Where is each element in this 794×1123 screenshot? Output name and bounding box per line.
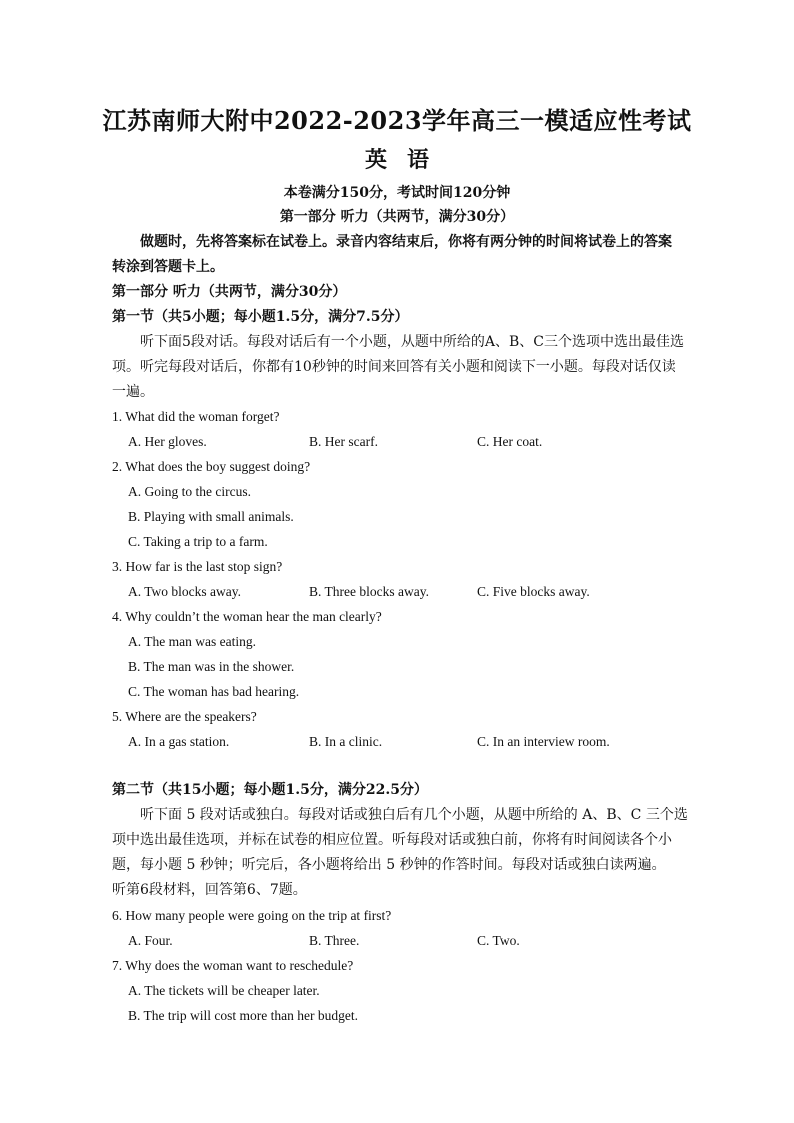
section1-intro-1: 听下面5段对话。每段对话后有一个小题，从题中所给的A、B、C三个选项中选出最佳选 — [140, 334, 685, 350]
section2-intro-3: 题，每小题 5 秒钟；听完后，各小题将给出 5 秒钟的作答时间。每段对话或独白读两遍。 — [112, 857, 666, 873]
option-a: A. Her gloves. — [128, 434, 207, 449]
question-stem: 1. What did the woman forget? — [112, 409, 280, 424]
option-a: A. Two blocks away. — [128, 584, 242, 599]
option-b: B. In a clinic. — [309, 734, 383, 749]
option-a: A. The man was eating. — [128, 634, 256, 649]
question-stem: 4. Why couldn’t the woman hear the man clearly? — [112, 609, 382, 624]
subject-title: 英语 — [364, 147, 449, 173]
option-a: A. The tickets will be cheaper later. — [128, 983, 320, 998]
option-a: A. Four. — [128, 933, 173, 948]
option-b: B. The man was in the shower. — [128, 659, 295, 674]
option-c: C. Her coat. — [477, 434, 543, 449]
question-stem: 7. Why does the woman want to reschedule? — [112, 958, 354, 973]
section2-intro-2: 项中选出最佳选项，并标在试卷的相应位置。听每段对话或独白前，你将有时间阅读各个小 — [112, 832, 672, 848]
option-b: B. Three. — [309, 933, 360, 948]
score-info: 本卷满分150分，考试时间120分钟 — [283, 185, 511, 201]
option-b: B. Three blocks away. — [309, 584, 429, 599]
section1-intro-2: 项。听完每段对话后，你都有10秒钟的时间来回答有关小题和阅读下一小题。每段对话仅读 — [112, 359, 676, 375]
option-c: C. Five blocks away. — [477, 584, 590, 599]
question-stem: 2. What does the boy suggest doing? — [112, 459, 311, 474]
option-a: A. In a gas station. — [128, 734, 230, 749]
option-c: C. Two. — [477, 933, 520, 948]
question-stem: 5. Where are the speakers? — [112, 709, 257, 724]
option-a: A. Going to the circus. — [128, 484, 251, 499]
section2-heading: 第二节（共15小题；每小题1.5分，满分22.5分） — [112, 782, 428, 798]
option-c: C. In an interview room. — [477, 734, 610, 749]
exam-title: 江苏南师大附中2022-2023学年高三一模适应性考试 — [102, 106, 692, 135]
question-stem: 3. How far is the last stop sign? — [112, 559, 283, 574]
option-b: B. Playing with small animals. — [128, 509, 294, 524]
option-c: C. Taking a trip to a farm. — [128, 534, 268, 549]
section2-intro-1: 听下面 5 段对话或独白。每段对话或独白后有几个小题，从题中所给的 A、B、C 三个选 — [140, 807, 688, 823]
part1-heading: 第一部分 听力（共两节，满分30分） — [112, 284, 347, 300]
section1-intro-3: 一遍。 — [112, 384, 154, 400]
question-stem: 6. How many people were going on the trip at first? — [112, 908, 392, 923]
option-c: C. The woman has bad hearing. — [128, 684, 300, 699]
option-b: B. The trip will cost more than her budget. — [128, 1008, 358, 1023]
instruction-line-1: 做题时，先将答案标在试卷上。录音内容结束后，你将有两分钟的时间将试卷上的答案 — [140, 234, 672, 250]
option-b: B. Her scarf. — [309, 434, 378, 449]
instruction-line-2: 转涂到答题卡上。 — [112, 259, 224, 275]
section1-heading: 第一节（共5小题；每小题1.5分，满分7.5分） — [112, 309, 409, 325]
material-note: 听第6段材料，回答第6、7题。 — [112, 882, 307, 898]
part-heading-top: 第一部分 听力（共两节，满分30分） — [279, 209, 515, 225]
